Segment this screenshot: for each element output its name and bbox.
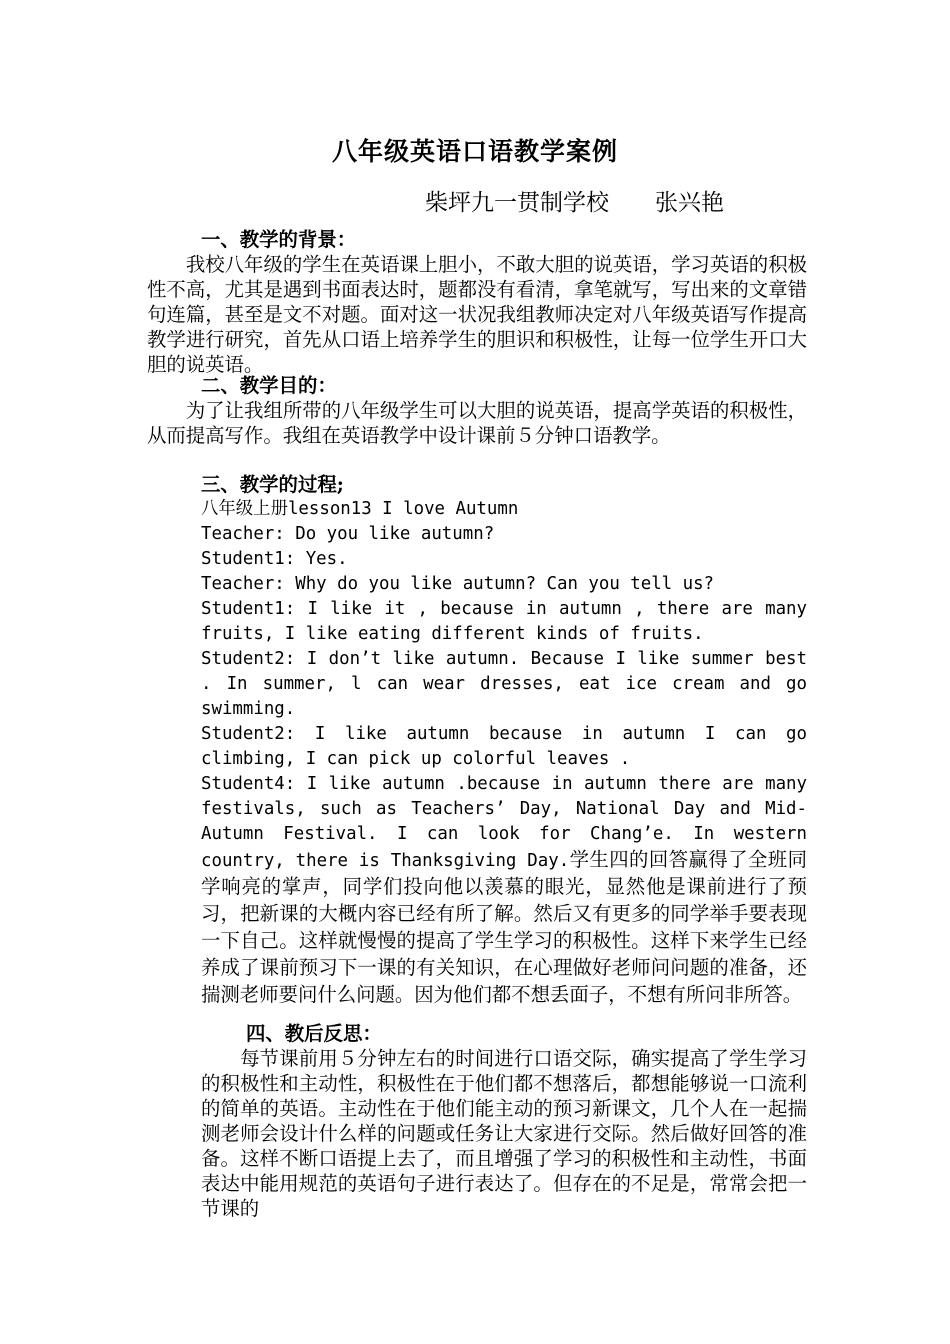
lesson-line: 八年级上册lesson13 I love Autumn: [201, 499, 519, 519]
document-title: 八年级英语口语教学案例: [331, 137, 618, 166]
section-heading: 三、教学的过程;: [201, 473, 344, 496]
dialogue-line: Teacher: Do you like autumn?: [201, 524, 495, 544]
dialogue-line: Student2: I like autumn because in autumn I can go climbing, I can pick up colorful leaves .: [201, 724, 807, 769]
section-heading: 四、教后反思：: [246, 1022, 382, 1045]
section-purpose: [147, 373, 807, 448]
dialogue-line: Student2: I don’t like autumn. Because I like summer best . In summer, l can wear dresses, eat ice cream and go swimming.: [201, 649, 807, 719]
section-heading: 一、教学的背景：: [201, 228, 357, 251]
dialogue-commentary: 学生四的回答赢得了全班同学响亮的掌声，同学们投向他以羡慕的眼光，显然他是课前进行了预习，把新课的大概内容已经有所了解。然后又有更多的同学举手要表现一下自己。这样就慢慢的提高了学生学习的积极性。这样下来学生已经养成了课前预习下一课的有关知识，在心理做好老师问问题的准备，还揣测老师要问什么问题。因为他们都不想丢面子，不想有所问非所答。: [201, 848, 808, 1006]
dialogue-line: Student1: Yes.: [201, 549, 348, 569]
section-heading: 二、教学目的：: [201, 374, 337, 397]
section-paragraph: 每节课前用５分钟左右的时间进行口语交际，确实提高了学生学习的积极性和主动性，积极性在于他们都不想落后，都想能够说一口流利的简单的英语。主动性在于他们能主动的预习新课文，几个人在一起揣测老师会设计什么样的问题或任务让大家进行交际。然后做好回答的准备。这样不断口语提上去了，而且增强了学习的积极性和主动性，书面表达中能用规范的英语句子进行表达了。但存在的不足是，常常会把一节课的: [201, 1047, 807, 1220]
dialogue-text: Student4: I like autumn .because in autumn there are many festivals, such as Teachers’ Day, National Day and Mid-Autumn Festival. I can look for Chang’e. In western country, there is Thanksgiving Day.: [201, 774, 807, 871]
section-reflection: [201, 1021, 807, 1221]
section-background: [147, 227, 807, 377]
dialogue-line: Teacher: Why do you like autumn? Can you tell us?: [201, 574, 715, 594]
document-author: 柴坪九一贯制学校 张兴艳: [425, 190, 724, 216]
dialogue-line: Student1: I like it , because in autumn , there are many fruits, I like eating different kinds of fruits.: [201, 599, 807, 644]
section-process: [201, 472, 807, 1009]
dialogue-line: [201, 772, 807, 1009]
section-paragraph: 我校八年级的学生在英语课上胆小，不敢大胆的说英语，学习英语的积极性不高，尤其是遇到书面表达时，题都没有看清，拿笔就写，写出来的文章错句连篇，甚至是文不对题。面对这一状况我组教师决定对八年级英语写作提高教学进行研究，首先从口语上培养学生的胆识和积极性，让每一位学生开口大胆的说英语。: [147, 253, 807, 376]
section-paragraph: 为了让我组所带的八年级学生可以大胆的说英语，提高学英语的积极性，从而提高写作。我组在英语教学中设计课前５分钟口语教学。: [147, 399, 807, 447]
